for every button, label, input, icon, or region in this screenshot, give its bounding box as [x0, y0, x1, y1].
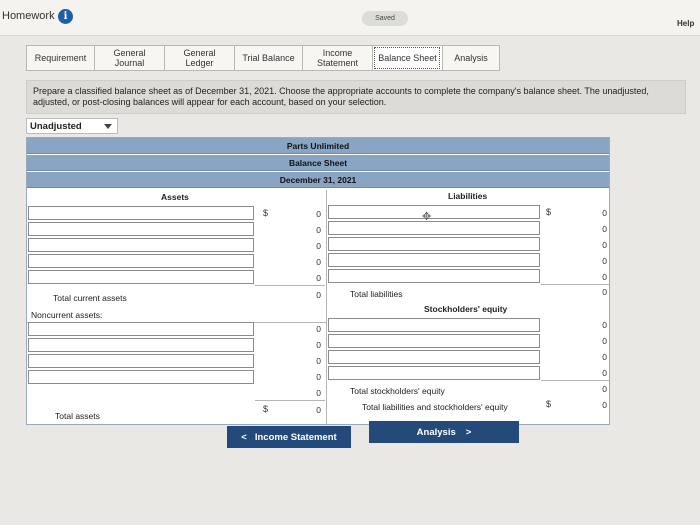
- total-liabilities-value: 0: [602, 287, 607, 297]
- asset-amount[interactable]: 0: [316, 241, 321, 251]
- tab-general-ledger[interactable]: General Ledger: [164, 45, 234, 71]
- currency-symbol: $: [263, 404, 269, 414]
- info-icon[interactable]: i: [58, 9, 73, 24]
- asset-account-select[interactable]: [28, 238, 254, 252]
- noncurrent-amount[interactable]: 0: [316, 388, 321, 398]
- move-cursor-icon: ✥: [422, 211, 432, 223]
- liability-amount[interactable]: 0: [602, 224, 607, 234]
- liability-amount[interactable]: 0: [602, 272, 607, 282]
- equity-account-select[interactable]: [328, 318, 540, 332]
- equity-header: Stockholders' equity: [424, 304, 508, 314]
- total-liab-equity-value: 0: [602, 400, 607, 410]
- currency-symbol: $: [546, 207, 552, 217]
- balance-type-value: Unadjusted: [30, 121, 82, 132]
- currency-symbol: $: [263, 208, 269, 218]
- balance-sheet: [26, 137, 610, 425]
- asset-account-select[interactable]: [28, 222, 254, 236]
- noncurrent-account-select[interactable]: [28, 354, 254, 368]
- asset-amount[interactable]: 0: [316, 209, 321, 219]
- tab-bar: [26, 45, 500, 71]
- equity-account-select[interactable]: [328, 350, 540, 364]
- company-name: Parts Unlimited: [27, 138, 609, 154]
- tab-requirement[interactable]: Requirement: [26, 45, 94, 71]
- instructions: Prepare a classified balance sheet as of December 31, 2021. Choose the appropriate accounts to complete the company's balance sheet. The unadjusted, adjusted, or post-closing balances will appear for each account, based on your selection.: [26, 80, 686, 114]
- total-current-assets-value: 0: [316, 290, 321, 300]
- help-link[interactable]: Help: [677, 19, 695, 28]
- liability-account-select[interactable]: [328, 269, 540, 283]
- noncurrent-account-select[interactable]: [28, 322, 254, 336]
- noncurrent-amount[interactable]: 0: [316, 372, 321, 382]
- equity-amount[interactable]: 0: [602, 320, 607, 330]
- next-button-label: Analysis: [416, 426, 456, 438]
- equity-account-select[interactable]: [328, 366, 540, 380]
- assets-header: Assets: [161, 192, 189, 202]
- equity-amount[interactable]: 0: [602, 352, 607, 362]
- next-analysis-button[interactable]: [369, 421, 519, 443]
- chevron-right-icon: >: [465, 426, 472, 438]
- tab-analysis[interactable]: Analysis: [442, 45, 500, 71]
- total-current-assets-label: Total current assets: [53, 293, 127, 303]
- total-equity-label: Total stockholders' equity: [350, 386, 445, 396]
- noncurrent-amount[interactable]: 0: [316, 356, 321, 366]
- liability-account-select[interactable]: [328, 221, 540, 235]
- tab-trial-balance[interactable]: Trial Balance: [234, 45, 302, 71]
- prev-income-statement-button[interactable]: [227, 426, 351, 448]
- total-liabilities-label: Total liabilities: [350, 289, 403, 299]
- liability-account-select[interactable]: [328, 237, 540, 251]
- asset-amount[interactable]: 0: [316, 273, 321, 283]
- prev-button-label: Income Statement: [254, 431, 337, 443]
- top-bar: [0, 0, 700, 36]
- asset-account-select[interactable]: [28, 206, 254, 220]
- total-assets-label: Total assets: [55, 411, 100, 421]
- chevron-down-icon: [104, 124, 112, 129]
- asset-account-select[interactable]: [28, 254, 254, 268]
- total-equity-value: 0: [602, 384, 607, 394]
- currency-symbol: $: [546, 399, 552, 409]
- chevron-left-icon: <: [241, 431, 247, 443]
- total-liab-equity-label: Total liabilities and stockholders' equity: [362, 402, 508, 412]
- noncurrent-account-select[interactable]: [28, 338, 254, 352]
- tab-income-statement[interactable]: Income Statement: [302, 45, 372, 71]
- noncurrent-amount[interactable]: 0: [316, 340, 321, 350]
- asset-account-select[interactable]: [28, 270, 254, 284]
- tab-general-journal[interactable]: General Journal: [94, 45, 164, 71]
- tab-balance-sheet[interactable]: Balance Sheet: [372, 45, 442, 71]
- noncurrent-amount[interactable]: 0: [316, 324, 321, 334]
- liability-account-select[interactable]: [328, 205, 540, 219]
- noncurrent-account-select[interactable]: [28, 370, 254, 384]
- equity-account-select[interactable]: [328, 334, 540, 348]
- total-assets-value: 0: [316, 405, 321, 415]
- statement-date: December 31, 2021: [27, 172, 609, 188]
- equity-amount[interactable]: 0: [602, 368, 607, 378]
- liability-account-select[interactable]: [328, 253, 540, 267]
- asset-amount[interactable]: 0: [316, 257, 321, 267]
- liability-amount[interactable]: 0: [602, 240, 607, 250]
- balance-type-select[interactable]: [26, 118, 118, 134]
- homework-title: Homework: [2, 10, 55, 22]
- statement-title: Balance Sheet: [27, 155, 609, 171]
- equity-amount[interactable]: 0: [602, 336, 607, 346]
- liability-amount[interactable]: 0: [602, 256, 607, 266]
- asset-amount[interactable]: 0: [316, 225, 321, 235]
- liabilities-header: Liabilities: [448, 191, 488, 201]
- liability-amount[interactable]: 0: [602, 208, 607, 218]
- saved-status: Saved: [362, 11, 408, 26]
- noncurrent-assets-label: Noncurrent assets:: [31, 310, 103, 320]
